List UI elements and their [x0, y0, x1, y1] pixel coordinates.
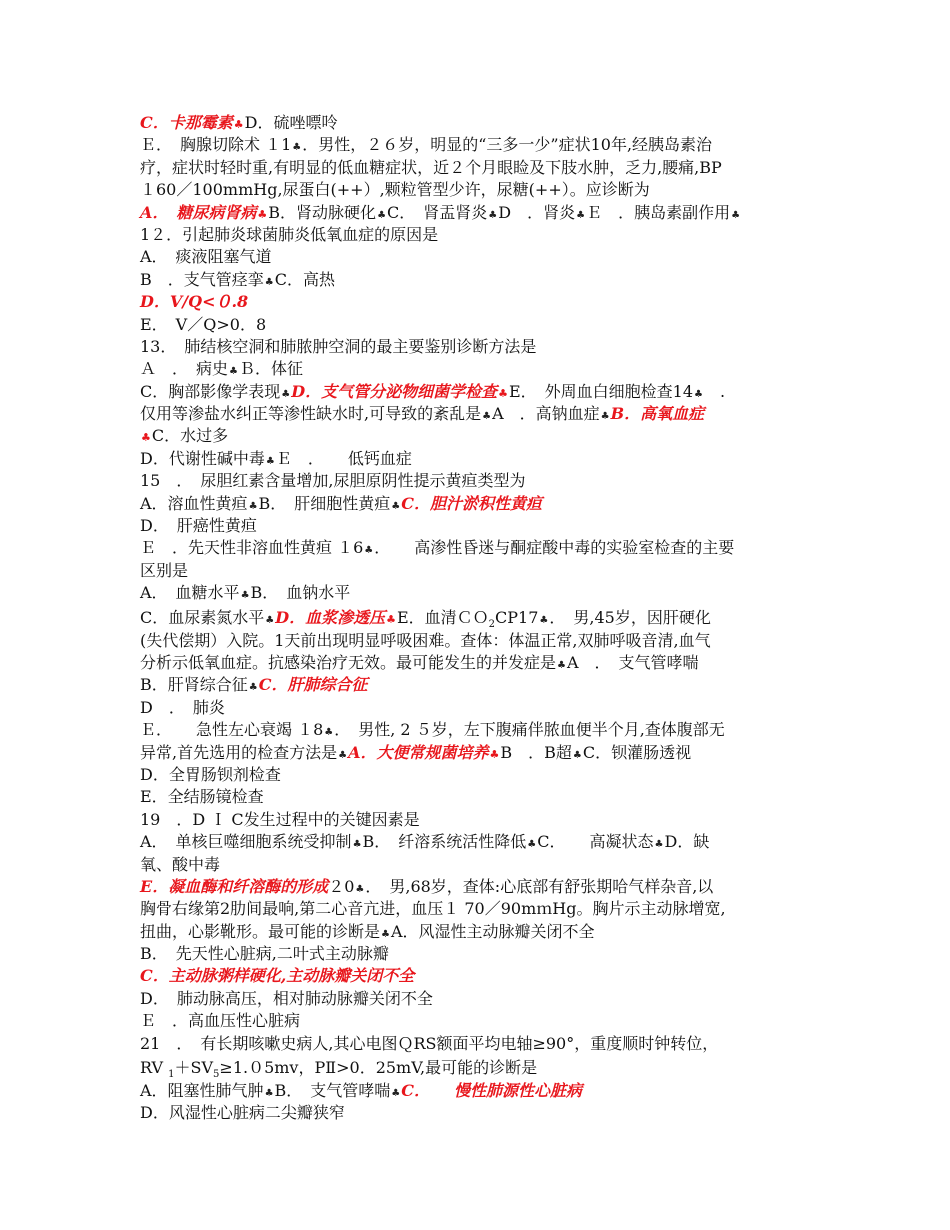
red-mark-icon: ♣ [141, 431, 151, 445]
question-text: 异常,首先选用的检查方法是 [140, 742, 338, 762]
text-line [140, 764, 820, 786]
question-text: D ．肾炎 [498, 202, 576, 222]
text-line [140, 605, 820, 630]
question-text: E． V／Q>0．8 [140, 314, 267, 334]
black-mark-icon: ♣ [264, 276, 274, 288]
text-line [140, 719, 820, 741]
question-text: 15 ． 尿胆红素含量增加,尿胆原阴性提示黄疸类型为 [140, 471, 526, 491]
question-text: ．男性，２６岁，明显的“三多一少”症状10年,经胰岛素治 [302, 135, 713, 155]
answer-text: A．大便常规菌培养 [348, 742, 489, 762]
question-text: E．血清ＣＯ [396, 607, 489, 627]
text-line [140, 179, 820, 201]
black-mark-icon: ♣ [731, 209, 741, 221]
answer-text: E．凝血酶和纤溶酶的形成 [140, 876, 329, 896]
black-mark-icon: ♣ [240, 590, 250, 602]
black-mark-icon: ♣ [338, 749, 348, 761]
text-line [140, 134, 820, 156]
answer-text: D．血浆渗透压 [275, 607, 386, 627]
question-text: C．血尿素氮水平 [140, 607, 265, 627]
question-text: D．缺 [664, 832, 710, 852]
black-mark-icon: ♣ [248, 682, 258, 694]
answer-text: C．卡那霉素 [140, 113, 233, 132]
question-text: B ．支气管痉挛 [140, 269, 264, 289]
question-text: B ．B超 [500, 742, 572, 762]
question-text: Ｅ． 胸腺切除术 １1 [140, 135, 292, 155]
text-line [140, 425, 820, 447]
text-line [140, 560, 820, 582]
question-text: A ． 支气管哮喘 [566, 652, 699, 672]
text-line [140, 381, 820, 403]
text-line [140, 1010, 820, 1032]
black-mark-icon: ♣ [248, 500, 258, 512]
text-line [140, 358, 820, 380]
black-mark-icon: ♣ [557, 659, 566, 671]
black-mark-icon: ♣ [352, 839, 362, 851]
question-text: 扭曲，心影靴形。最可能的诊断是 [140, 921, 381, 941]
question-text: B． 肝细胞性黄疸 [258, 493, 391, 513]
question-text: ２0 [328, 876, 355, 896]
question-text: ． 男,68岁，查体:心底部有舒张期哈气样杂音,以 [365, 876, 714, 896]
question-text: 13． 肺结核空洞和肺脓肿空洞的最主要鉴别诊断方法是 [140, 336, 537, 356]
question-text: 19 ．D Ｉ C发生过程中的关键因素是 [140, 809, 420, 829]
subscript: 5 [213, 1069, 220, 1081]
subscript: 1 [168, 1069, 175, 1081]
black-mark-icon: ♣ [488, 209, 498, 221]
text-line [140, 291, 820, 313]
question-text: 分析示低氧血症。抗感染治疗无效。最可能发生的并发症是 [140, 652, 557, 672]
question-text: Ｅ ．高血压性心脏病 [140, 1011, 301, 1031]
question-text: A．溶血性黄疸 [140, 493, 248, 513]
question-text: 仅用等渗盐水纠正等渗性缺水时,可导致的紊乱是 [140, 404, 482, 424]
text-line [140, 854, 820, 876]
question-text: ＋SV [174, 1058, 214, 1078]
text-line [140, 652, 820, 674]
black-mark-icon: ♣ [391, 500, 401, 512]
question-text: ≥1.０5mv，PⅡ>0．25mV,最可能的诊断是 [219, 1058, 538, 1078]
black-mark-icon: ♣ [654, 839, 664, 851]
question-text: C．胸部影像学表现 [140, 381, 281, 401]
question-text: 区别是 [140, 560, 189, 580]
text-line [140, 269, 820, 291]
text-line [140, 515, 820, 537]
subscript: 2 [488, 618, 496, 630]
text-line [140, 448, 820, 470]
question-text: A． 痰液阻塞气道 [140, 247, 272, 267]
text-line [140, 809, 820, 831]
question-text: Ｅ ． 低钙血症 [275, 448, 412, 468]
black-mark-icon: ♣ [381, 928, 390, 940]
question-text: D ． 肺炎 [140, 697, 225, 717]
black-mark-icon: ♣ [281, 388, 291, 400]
black-mark-icon: ♣ [527, 839, 537, 851]
answer-text: C． 慢性肺源性心脏病 [401, 1081, 583, 1101]
text-line [140, 921, 820, 943]
question-text: A． 血糖水平 [140, 583, 240, 603]
question-text: C．钡灌肠透视 [582, 742, 692, 762]
question-text: Ａ ． 病史 [140, 359, 229, 379]
text-line [140, 224, 820, 246]
question-text: ． 男性, 2 ５岁，左下腹痛伴脓血便半个月,查体腹部无 [334, 720, 725, 740]
answer-text: A． 糖尿病肾病 [140, 202, 257, 222]
text-line [140, 965, 820, 987]
answer-text: C．主动脉粥样硬化,主动脉瓣关闭不全 [140, 966, 415, 986]
text-line [140, 314, 820, 336]
question-text: C．水过多 [151, 426, 229, 446]
red-mark-icon: ♣ [498, 386, 508, 400]
text-line [140, 898, 820, 920]
red-mark-icon: ♣ [257, 207, 268, 221]
question-text: E． 外周血白细胞检查14 [508, 381, 694, 401]
question-text: B． 纤溶系统活性降低 [362, 832, 527, 852]
question-text: (失代偿期）入院。1天前出现明显呼吸困难。查体：体温正常,双肺呼吸音清,血气 [140, 630, 711, 650]
text-line [140, 582, 820, 604]
text-line [140, 1033, 820, 1055]
text-line [140, 537, 820, 559]
black-mark-icon: ♣ [694, 388, 703, 400]
question-text: A． 单核巨噬细胞系统受抑制 [140, 832, 352, 852]
black-mark-icon: ♣ [324, 727, 334, 739]
question-text: ． 高渗性昏迷与酮症酸中毒的实验室检查的主要 [374, 538, 735, 558]
answer-text: C．肝肺综合征 [258, 675, 368, 695]
text-line [140, 697, 820, 719]
question-text: C． 肾盂肾炎 [387, 202, 488, 222]
question-text: １60／100mmHg,尿蛋白(++）,颗粒管型少许，尿糖(++）。应诊断为 [140, 180, 650, 200]
question-text: C． 高凝状态 [537, 832, 654, 852]
black-mark-icon: ♣ [264, 1088, 274, 1100]
red-mark-icon: ♣ [386, 612, 396, 626]
question-text: 疗，症状时轻时重,有明显的低血糖症状，近２个月眼睑及下肢水肿，乏力,腰痛,BP [140, 157, 722, 177]
question-text: 胸骨右缘第2肋间最响,第二心音亢进，血压１ 70／90mｍHg。胸片示主动脉增宽, [140, 899, 726, 919]
question-text: B．肾动脉硬化 [268, 202, 377, 222]
text-line [140, 246, 820, 268]
question-text: 1２．引起肺炎球菌肺炎低氧血症的原因是 [140, 224, 439, 244]
text-line [140, 876, 820, 898]
question-text: Ｅ． 急性左心衰竭 １8 [140, 720, 324, 740]
black-mark-icon: ♣ [600, 411, 610, 423]
question-text: D． 肺动脉高压，相对肺动脉瓣关闭不全 [140, 988, 433, 1008]
question-text: D． 肝癌性黄疸 [140, 516, 257, 536]
red-mark-icon: ♣ [489, 747, 500, 761]
question-text: . [704, 381, 726, 401]
question-text: B． 支气管哮喘 [274, 1081, 391, 1101]
text-line [140, 831, 820, 853]
text-line [140, 786, 820, 808]
question-text: D．硫唑嘌呤 [244, 113, 338, 132]
question-text: 21 ． 有长期咳嗽史病人,其心电图ＱRS额面平均电轴≥90°，重度顺时钟转位， [140, 1033, 719, 1053]
text-line [140, 1080, 820, 1102]
black-mark-icon: ♣ [265, 455, 275, 467]
question-text: E．全结肠镜检查 [140, 787, 264, 807]
black-mark-icon: ♣ [482, 411, 492, 423]
document-page [140, 112, 820, 1125]
text-line [140, 493, 820, 515]
text-line [140, 157, 820, 179]
black-mark-icon: ♣ [576, 209, 586, 221]
question-text: A．阻塞性肺气肿 [140, 1081, 264, 1101]
answer-text: B．高氧血症 [610, 404, 705, 424]
text-line [140, 674, 820, 696]
black-mark-icon: ♣ [391, 1088, 401, 1100]
text-line [140, 403, 820, 425]
text-line [140, 1102, 820, 1124]
question-text: B． 血钠水平 [250, 583, 351, 603]
black-mark-icon: ♣ [265, 614, 275, 626]
question-text: Ｅ ．胰岛素副作用 [586, 202, 731, 222]
black-mark-icon: ♣ [229, 366, 238, 378]
text-line [140, 1055, 820, 1080]
black-mark-icon: ♣ [364, 545, 374, 557]
black-mark-icon: ♣ [377, 209, 387, 221]
text-line [140, 336, 820, 358]
question-text: D．代谢性碱中毒 [140, 448, 265, 468]
answer-text: C．胆汁淤积性黄疸 [401, 493, 543, 513]
text-line [140, 112, 820, 134]
question-text: B．肝肾综合征 [140, 675, 248, 695]
question-text: 氧、酸中毒 [140, 854, 221, 874]
question-text: RV [140, 1058, 169, 1078]
text-line [140, 202, 820, 224]
red-mark-icon: ♣ [233, 118, 244, 131]
question-text: D．全胃肠钡剂检查 [140, 764, 281, 784]
black-mark-icon: ♣ [292, 142, 302, 154]
black-mark-icon: ♣ [355, 883, 365, 895]
question-text: A ．高钠血症 [492, 404, 600, 424]
text-line [140, 943, 820, 965]
question-text: A．风湿性主动脉瓣关闭不全 [390, 921, 595, 941]
answer-text: D．V/Q<０.8 [140, 292, 249, 312]
text-line [140, 470, 820, 492]
question-text: CP17 [495, 607, 539, 627]
text-line [140, 742, 820, 764]
text-line [140, 988, 820, 1010]
question-text: D．风湿性心脏病二尖瓣狭窄 [140, 1103, 345, 1123]
black-mark-icon: ♣ [539, 614, 549, 626]
black-mark-icon: ♣ [572, 749, 582, 761]
question-text: C．高热 [274, 269, 335, 289]
answer-text: D．支气管分泌物细菌学检查 [291, 381, 498, 401]
question-text: B． 先天性心脏病,二叶式主动脉瓣 [140, 944, 389, 964]
question-text: Ｂ．体征 [238, 359, 303, 379]
question-text: Ｅ ．先天性非溶血性黄疸 １6 [140, 538, 364, 558]
question-text: ． 男,45岁，因肝硬化 [549, 607, 711, 627]
text-line [140, 630, 820, 652]
